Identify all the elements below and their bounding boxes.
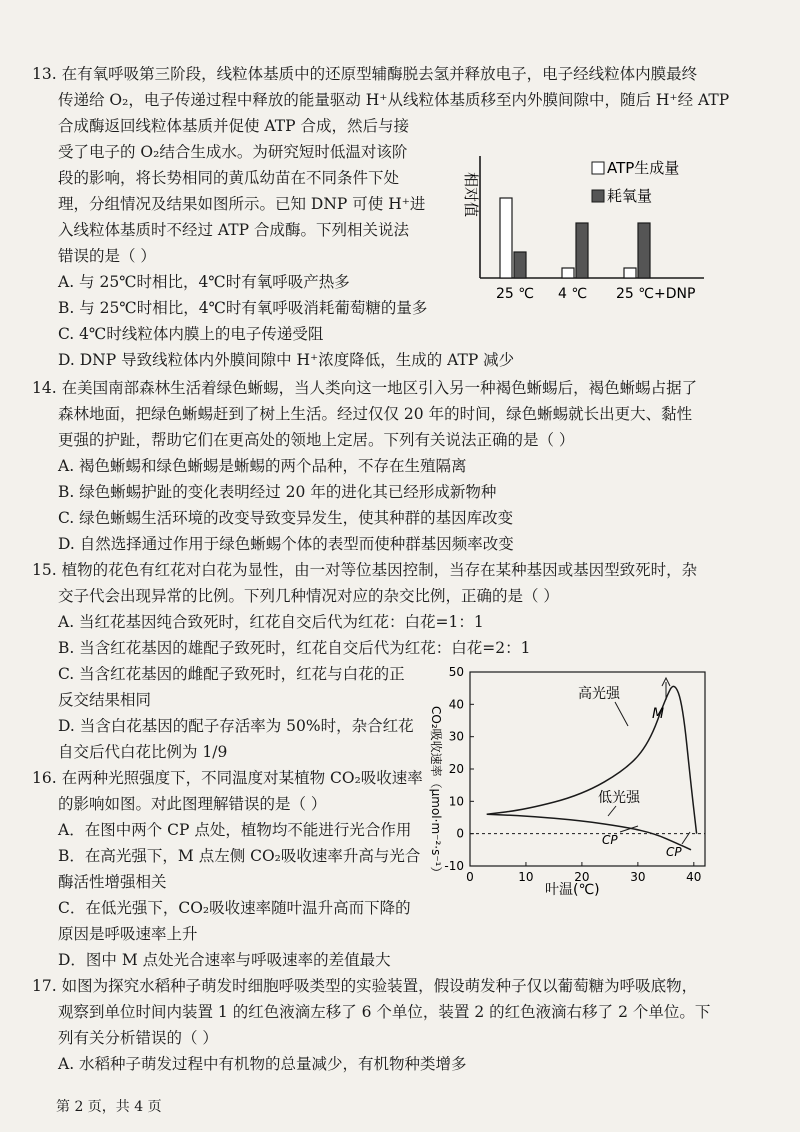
q16-line-2: 的影响如图。对此图理解错误的是（ ）: [58, 795, 327, 813]
y-tick-label-6: 50: [448, 665, 464, 679]
leader-low-light: [608, 806, 616, 816]
q15-option-c: C. 当含红花基因的雌配子致死时，红花与白花的正: [58, 665, 405, 683]
legend-swatch-atp: [592, 162, 604, 174]
bar-atp-1: [562, 268, 574, 278]
annotation-cp-high: CP: [666, 845, 682, 859]
q13-line-8: 错误的是（ ）: [58, 247, 156, 265]
q13-line-6: 理，分组情况及结果如图所示。已知 DNP 可使 H⁺进: [58, 195, 426, 213]
q13-option-b: B. 与 25℃时相比，4℃时有氧呼吸消耗葡萄糖的量多: [58, 299, 428, 317]
atp-oxygen-bar-chart: [452, 148, 722, 308]
q13-option-a: A. 与 25℃时相比，4℃时有氧呼吸产热多: [58, 273, 350, 291]
bar-category-label-0: 25 ℃: [496, 286, 534, 302]
x-tick-label-4: 40: [686, 870, 702, 884]
page-footer: 第 2 页，共 4 页: [56, 1099, 162, 1115]
q16-option-c: C．在低光强下，CO₂吸收速率随叶温升高而下降的: [58, 899, 411, 917]
bar-atp-2: [624, 268, 636, 278]
bar-chart-legend: [592, 159, 679, 205]
bar-oxygen-2: [638, 223, 650, 278]
q17-line-1: 17. 如图为探究水稻种子萌发时细胞呼吸类型的实验装置，假设萌发种子仅以葡萄糖为呼吸底物，: [32, 977, 698, 995]
q15-option-d-cont: 自交后代白花比例为 1/9: [58, 743, 228, 761]
q13-option-c: C. 4℃时线粒体内膜上的电子传递受阻: [58, 325, 324, 343]
bar-category-label-2: 25 ℃+DNP: [616, 286, 696, 302]
q13-line-4: 受了电子的 O₂结合生成水。为研究短时低温对该阶: [58, 143, 408, 161]
y-tick-label-4: 30: [448, 729, 464, 744]
y-tick-label-2: 10: [448, 794, 464, 809]
annotation-m: M: [652, 706, 665, 722]
q13-line-5: 段的影响，将长势相同的黄瓜幼苗在不同条件下处: [58, 169, 400, 187]
q16-option-c-cont: 原因是呼吸速率上升: [58, 925, 198, 943]
q14-line-2: 森林地面，把绿色蜥蜴赶到了树上生活。经过仅仅 20 年的时间，绿色蜥蜴就长出更大、黏性: [58, 405, 693, 423]
q13-line-7: 入线粒体基质时不经过 ATP 合成酶。下列相关说法: [58, 221, 409, 239]
bar-oxygen-0: [514, 252, 526, 278]
q15-line-1: 15. 植物的花色有红花对白花为显性，由一对等位基因控制，当存在某种基因或基因型致死时，杂: [32, 561, 698, 579]
line-chart-ylabel: CO₂吸收速率（μmol·m⁻²·s⁻¹）: [429, 706, 443, 879]
q15-line-2: 交子代会出现异常的比例。下列几种情况对应的杂交比例，正确的是（ ）: [58, 587, 559, 605]
q15-option-a: A. 当红花基因纯合致死时，红花自交后代为红花：白花=1：1: [58, 613, 484, 631]
q17-line-2: 观察到单位时间内装置 1 的红色液滴左移了 6 个单位，装置 2 的红色液滴右移了 2 个单位。下: [58, 1003, 711, 1021]
x-tick-label-1: 10: [518, 870, 534, 884]
q13-line-2: 传递给 O₂，电子传递过程中释放的能量驱动 H⁺从线粒体基质移至内外膜间隙中，随后 H⁺经 ATP: [58, 91, 730, 109]
bar-chart-ylabel: 相对值: [462, 172, 480, 218]
legend-label-atp: ATP生成量: [607, 159, 680, 177]
bar-atp-0: [500, 198, 512, 278]
y-tick-label-5: 40: [448, 697, 464, 712]
q15-option-d: D. 当含白花基因的配子存活率为 50%时，杂合红花: [58, 717, 414, 735]
q16-option-d: D．图中 M 点处光合速率与呼吸速率的差值最大: [58, 951, 391, 969]
y-tick-label-1: 0: [456, 826, 464, 841]
series-label-low-light: 低光强: [598, 790, 640, 806]
annotation-cp-low: CP: [602, 833, 618, 847]
q13-line-1: 13. 在有氧呼吸第三阶段，线粒体基质中的还原型辅酶脱去氢并释放电子，电子经线粒体内膜最终: [32, 65, 698, 83]
q14-line-3: 更强的护趾，帮助它们在更高处的领地上定居。下列有关说法正确的是（ ）: [58, 431, 575, 449]
q17-option-a: A. 水稻种子萌发过程中有机物的总量减少，有机物种类增多: [58, 1055, 467, 1073]
q14-option-c: C. 绿色蜥蜴生活环境的改变导致变异发生，使其种群的基因库改变: [58, 509, 514, 527]
legend-swatch-oxygen: [592, 190, 604, 202]
q14-line-1: 14. 在美国南部森林生活着绿色蜥蜴，当人类向这一地区引入另一种褐色蜥蜴后，褐色蜥蜴占据了: [32, 379, 698, 397]
q14-option-a: A. 褐色蜥蜴和绿色蜥蜴是蜥蜴的两个品种，不存在生殖隔离: [58, 457, 467, 475]
q16-option-b-cont: 酶活性增强相关: [58, 873, 167, 891]
y-tick-label-0: -10: [444, 859, 464, 873]
q15-option-b: B. 当含红花基因的雄配子致死时，红花自交后代为红花：白花=2：1: [58, 639, 531, 657]
q13-option-d: D. DNP 导致线粒体内外膜间隙中 H⁺浓度降低，生成的 ATP 减少: [58, 351, 515, 369]
series-label-high-light: 高光强: [578, 686, 620, 702]
x-tick-label-2: 20: [574, 870, 590, 884]
q15-option-c-cont: 反交结果相同: [58, 691, 152, 709]
y-tick-label-3: 20: [448, 762, 464, 776]
q13-line-3: 合成酶返回线粒体基质并促使 ATP 合成，然后与接: [58, 117, 409, 135]
x-tick-label-3: 30: [630, 870, 646, 884]
x-tick-label-0: 0: [466, 870, 474, 884]
legend-label-oxygen: 耗氧量: [607, 187, 653, 205]
co2-uptake-line-chart: [420, 660, 720, 900]
bar-oxygen-1: [576, 223, 588, 278]
q17-line-3: 列有关分析错误的（ ）: [58, 1029, 218, 1047]
series-line-high-light: [487, 686, 697, 833]
q14-option-b: B. 绿色蜥蜴护趾的变化表明经过 20 年的进化其已经形成新物种: [58, 483, 497, 501]
leader-high-light: [615, 702, 628, 726]
q16-line-1: 16. 在两种光照强度下，不同温度对某植物 CO₂吸收速率: [32, 769, 423, 787]
q16-option-b: B．在高光强下，M 点左侧 CO₂吸收速率升高与光合: [58, 847, 421, 865]
line-chart-xlabel: 叶温(℃): [545, 882, 600, 898]
q14-option-d: D. 自然选择通过作用于绿色蜥蜴个体的表型而使种群基因频率改变: [58, 535, 514, 553]
series-line-low-light: [487, 814, 691, 850]
q16-option-a: A．在图中两个 CP 点处，植物均不能进行光合作用: [58, 821, 412, 839]
bar-category-label-1: 4 ℃: [558, 286, 588, 302]
